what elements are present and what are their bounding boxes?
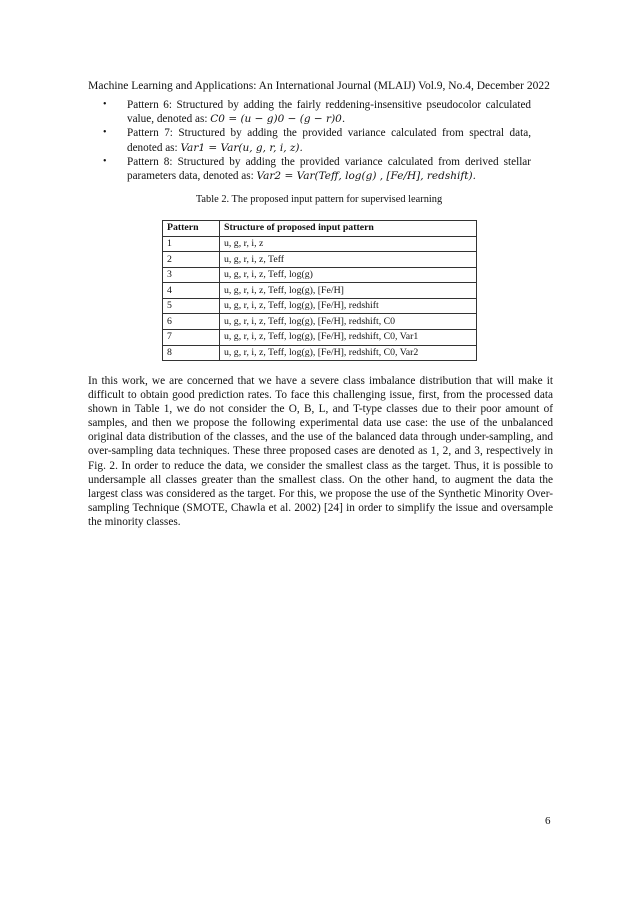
pattern-structure-cell: u, g, r, i, z, Teff <box>220 252 477 268</box>
table-row <box>163 298 477 314</box>
pattern-structure-cell: u, g, r, i, z, Teff, log(g), [Fe/H], redshift <box>220 298 477 314</box>
page-number: 6 <box>545 815 551 827</box>
bullet-item-pattern-7 <box>103 126 531 154</box>
pattern-structure-cell: u, g, r, i, z, Teff, log(g), [Fe/H], redshift, C0 <box>220 314 477 330</box>
bullet-text: Pattern 6: Structured by adding the fairly reddening-insensitive pseudocolor calculated value, denoted as: <box>127 99 531 126</box>
table-row <box>163 283 477 299</box>
column-header-pattern: Pattern <box>163 221 220 237</box>
column-header-structure: Structure of proposed input pattern <box>220 221 477 237</box>
pattern-structure-cell: u, g, r, i, z, Teff, log(g), [Fe/H], redshift, C0, Var1 <box>220 330 477 346</box>
bullet-marker: • <box>103 99 107 110</box>
table-row <box>163 236 477 252</box>
running-head: Machine Learning and Applications: An International Journal (MLAIJ) Vol.9, No.4, December 2022 <box>88 80 550 92</box>
bullet-item-pattern-6 <box>103 98 531 126</box>
pattern-number-cell: 6 <box>163 314 220 330</box>
pattern-number-cell: 4 <box>163 283 220 299</box>
table-row <box>163 252 477 268</box>
table-header-row <box>163 221 477 237</box>
table-row <box>163 267 477 283</box>
input-pattern-table <box>162 220 477 361</box>
table-row <box>163 330 477 346</box>
pattern-number-cell: 1 <box>163 236 220 252</box>
bullet-marker: • <box>103 155 107 167</box>
bullet-formula: Var1 = Var(u, g, r, i, z). <box>180 141 303 154</box>
pattern-structure-cell: u, g, r, i, z, Teff, log(g) <box>220 267 477 283</box>
table-row <box>163 345 477 361</box>
body-paragraph: In this work, we are concerned that we have a severe class imbalance distribution that will make it difficult to obtain good prediction rates. To face this challenging issue, first, from the processed data shown in Table 1, we do not consider the O, B, L, and T-type classes due to their poor amount of samples, and then we propose the following experimental data use case: the use of the unbalanced original data distribution of the classes, and the use of the balanced data through under-sampling, and over-sampling data techniques. These three proposed cases are denoted as 1, 2, and 3, respectively in Fig. 2. In order to reduce the data, we consider the smallest class as the target. Thus, it is possible to undersample all classes greater than the smallest class. On the other hand, to augment the data the largest class was considered as the target. For this, we propose the use of the Synthetic Minority Over-sampling Technique (SMOTE, Chawla et al. 2002) [24] in order to simplify the issue and oversample the minority classes. <box>88 375 553 528</box>
bullet-marker: • <box>103 127 107 139</box>
pattern-number-cell: 7 <box>163 330 220 346</box>
bullet-item-pattern-8 <box>103 155 531 183</box>
pattern-bullet-list <box>103 98 531 183</box>
pattern-number-cell: 2 <box>163 252 220 268</box>
bullet-formula: C0 = (u − g)0 − (g − r)0. <box>210 113 346 126</box>
bullet-formula: Var2 = Var(Teff, log(g) , [Fe/H], redshift). <box>256 170 476 183</box>
table-caption: Table 2. The proposed input pattern for supervised learning <box>195 194 443 205</box>
bullet-text: Pattern 8: Structured by adding the provided variance calculated from derived stellar parameters data, denoted as: <box>127 155 531 183</box>
pattern-structure-cell: u, g, r, i, z <box>220 236 477 252</box>
pattern-structure-cell: u, g, r, i, z, Teff, log(g), [Fe/H] <box>220 283 477 299</box>
table-row <box>163 314 477 330</box>
pattern-structure-cell: u, g, r, i, z, Teff, log(g), [Fe/H], redshift, C0, Var2 <box>220 345 477 361</box>
bullet-text: Pattern 7: Structured by adding the provided variance calculated from spectral data, denoted as: <box>127 127 531 154</box>
pattern-number-cell: 5 <box>163 298 220 314</box>
pattern-number-cell: 3 <box>163 267 220 283</box>
pattern-number-cell: 8 <box>163 345 220 361</box>
